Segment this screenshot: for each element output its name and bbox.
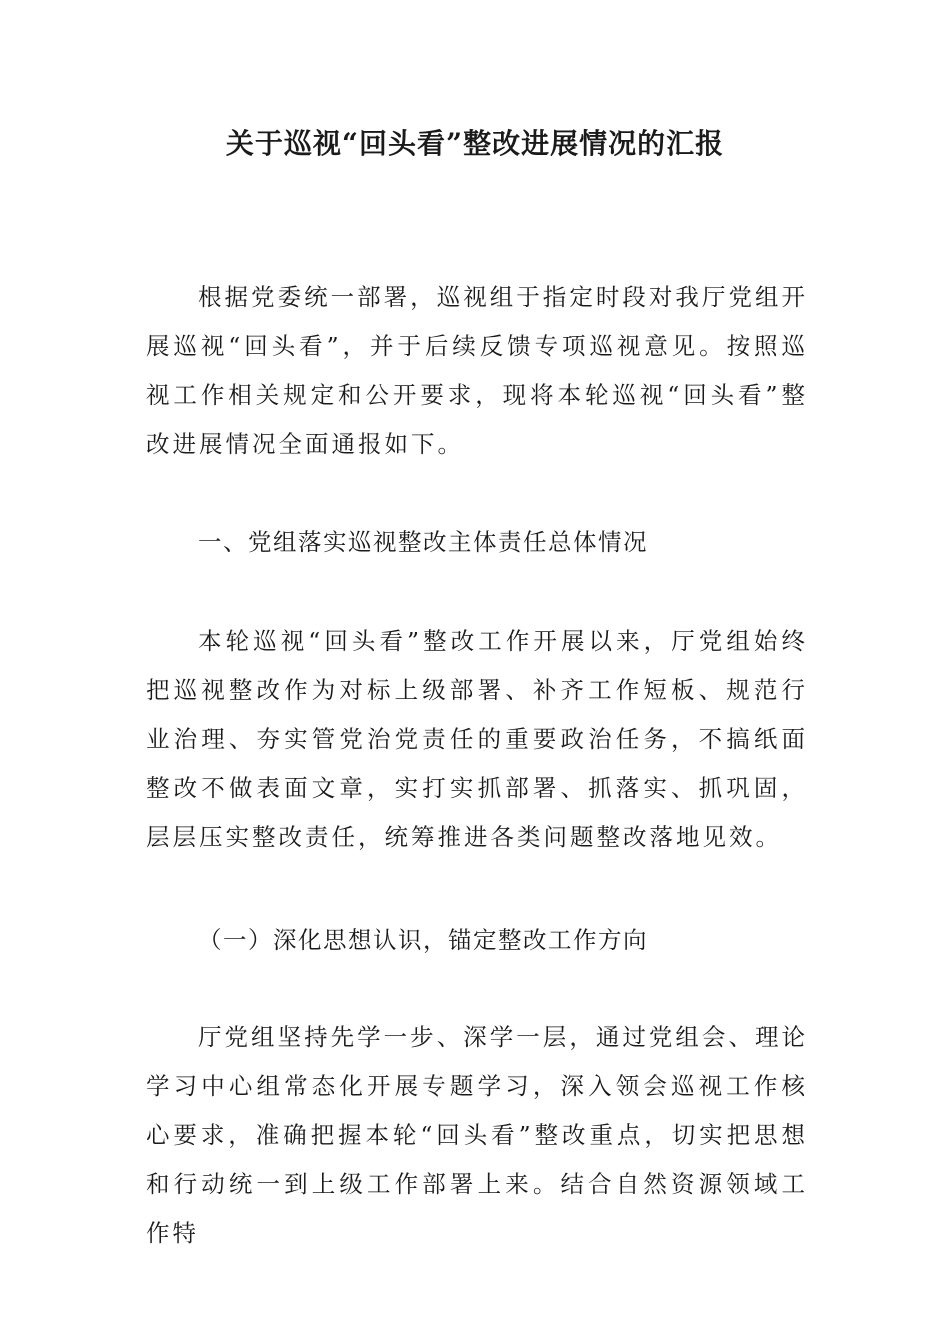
body-paragraph: 根据党委统一部署，巡视组于指定时段对我厅党组开展巡视“回头看”，并于后续反馈专项巡视意见。按照巡视工作相关规定和公开要求，现将本轮巡视“回头看”整改进展情况全面通报如下。 xyxy=(146,283,808,458)
body-paragraph: 厅党组坚持先学一步、深学一层，通过党组会、理论学习中心组常态化开展专题学习，深入领会巡视工作核心要求，准确把握本轮“回头看”整改重点，切实把思想和行动统一到上级工作部署上来。结合自然资源领域工作特 xyxy=(146,1023,808,1247)
subsection-heading: （一）深化思想认识，锚定整改工作方向 xyxy=(198,926,648,954)
section-heading: 一、党组落实巡视整改主体责任总体情况 xyxy=(198,528,648,556)
document-title: 关于巡视“回头看”整改进展情况的汇报 xyxy=(225,127,725,160)
body-paragraph: 本轮巡视“回头看”整改工作开展以来，厅党组始终把巡视整改作为对标上级部署、补齐工作短板、规范行业治理、夯实管党治党责任的重要政治任务，不搞纸面整改不做表面文章，实打实抓部署、抓落实、抓巩固，层层压实整改责任，统筹推进各类问题整改落地见效。 xyxy=(146,627,808,851)
